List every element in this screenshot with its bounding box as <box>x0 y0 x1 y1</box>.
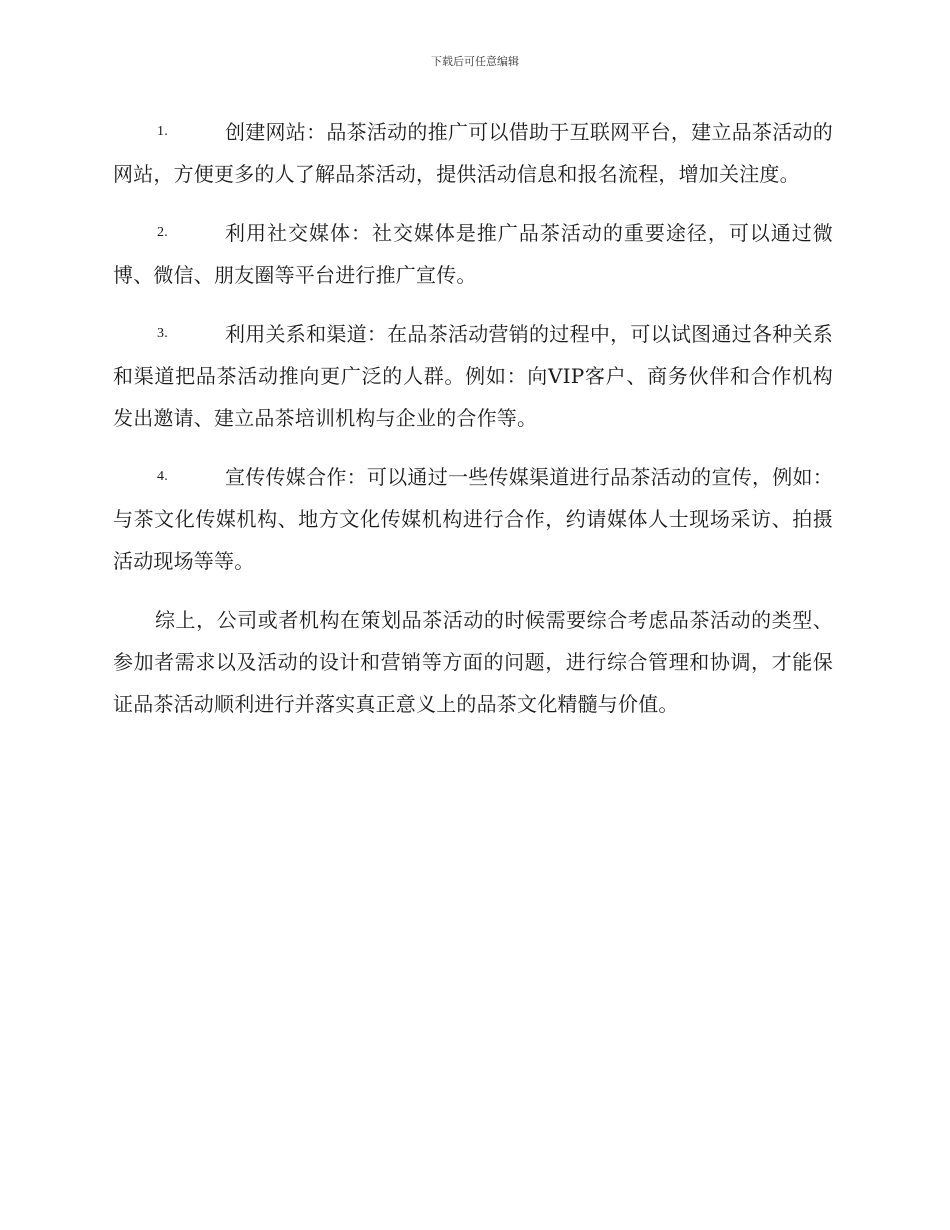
list-item-text: 创建网站：品茶活动的推广可以借助于互联网平台，建立品茶活动的网站，方便更多的人了解品茶活动，提供活动信息和报名流程，增加关注度。 <box>113 120 833 186</box>
list-item-text: 宣传传媒合作：可以通过一些传媒渠道进行品茶活动的宣传，例如：与茶文化传媒机构、地方文化传媒机构进行合作，约请媒体人士现场采访、拍摄活动现场等等。 <box>113 465 833 573</box>
list-item-number: 4. <box>157 469 168 484</box>
list-item-number: 3. <box>157 326 168 341</box>
list-item-text: 利用关系和渠道：在品茶活动营销的过程中，可以试图通过各种关系和渠道把品茶活动推向更广泛的人群。例如：向VIP客户、商务伙伴和合作机构发出邀请、建立品茶培训机构与企业的合作等。 <box>113 322 833 430</box>
page-header-note: 下载后可任意编辑 <box>431 55 519 68</box>
list-item-3 <box>113 313 833 439</box>
list-item-number: 2. <box>157 225 168 240</box>
summary-paragraph: 综上，公司或者机构在策划品茶活动的时候需要综合考虑品茶活动的类型、参加者需求以及活动的设计和营销等方面的问题，进行综合管理和协调，才能保证品茶活动顺利进行并落实真正意义上的品茶文化精髓与价值。 <box>113 608 833 716</box>
list-item-2 <box>113 212 833 296</box>
list-item-number: 1. <box>157 124 168 139</box>
list-item-4 <box>113 456 833 582</box>
document-body <box>113 111 833 725</box>
list-item-text: 利用社交媒体：社交媒体是推广品茶活动的重要途径，可以通过微博、微信、朋友圈等平台进行推广宣传。 <box>113 221 833 287</box>
list-item-1 <box>113 111 833 195</box>
